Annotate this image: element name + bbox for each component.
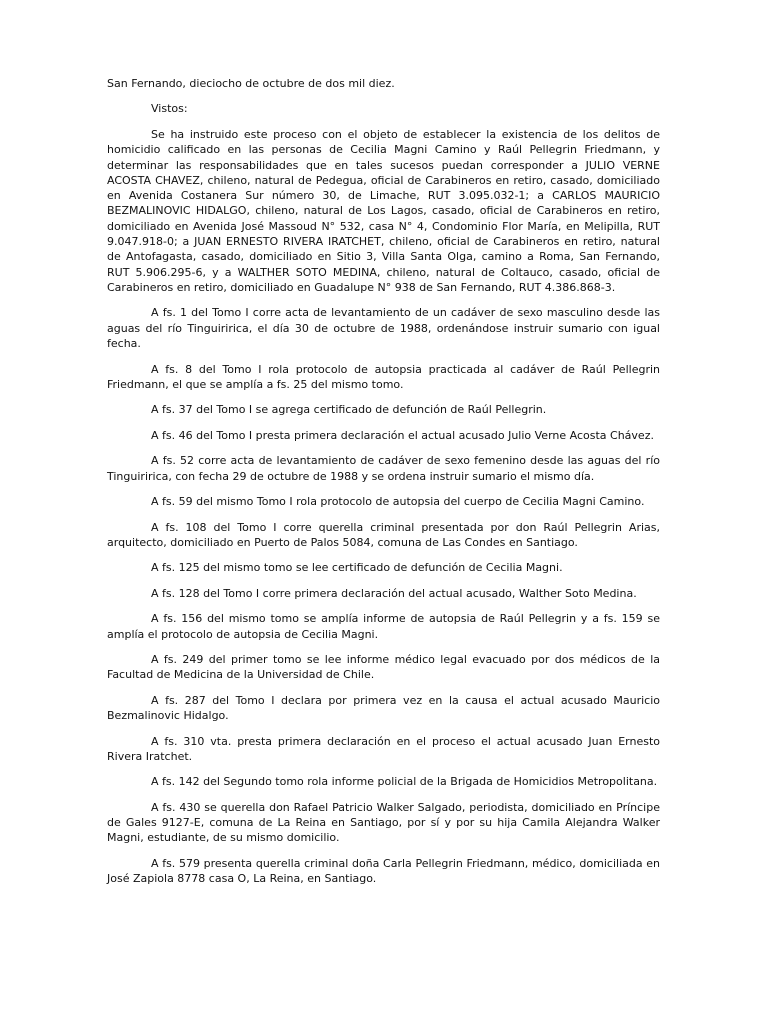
document-heading: Vistos:	[151, 102, 188, 116]
document-paragraph: A fs. 8 del Tomo I rola protocolo de autopsia practicada al cadáver de Raúl Pellegrin Friedmann, el que se amplía a fs. 25 del mismo tomo.	[107, 362, 660, 391]
document-paragraph: A fs. 59 del mismo Tomo I rola protocolo de autopsia del cuerpo de Cecilia Magni Camino.	[151, 495, 645, 509]
document-paragraph: A fs. 37 del Tomo I se agrega certificado de defunción de Raúl Pellegrin.	[151, 403, 547, 417]
document-paragraph: A fs. 579 presenta querella criminal doña Carla Pellegrin Friedmann, médico, domiciliada en José Zapiola 8778 casa O, La Reina, en Santiago.	[107, 856, 660, 886]
document-page	[107, 76, 660, 897]
document-paragraph: A fs. 128 del Tomo I corre primera declaración del actual acusado, Walther Soto Medina.	[151, 586, 637, 600]
document-paragraph: A fs. 108 del Tomo I corre querella criminal presentada por don Raúl Pellegrin Arias, arquitecto, domiciliado en Puerto de Palos 5084, comuna de Las Condes en Santiago.	[107, 520, 660, 549]
document-paragraph: A fs. 287 del Tomo I declara por primera vez en la causa el actual acusado Mauricio Bezmalinovic Hidalgo.	[107, 693, 660, 723]
document-opening-line: San Fernando, dieciocho de octubre de dos mil diez.	[107, 77, 395, 90]
document-paragraph: A fs. 1 del Tomo I corre acta de levantamiento de un cadáver de sexo masculino desde las aguas del río Tinguiririca, el día 30 de octubre de 1988, ordenándose instruir sumario con igual fecha.	[107, 306, 660, 351]
document-paragraph: A fs. 249 del primer tomo se lee informe médico legal evacuado por dos médicos de la Facultad de Medicina de la Universidad de Chile.	[107, 653, 660, 682]
document-paragraph: Se ha instruido este proceso con el objeto de establecer la existencia de los delitos de homicidio calificado en las personas de Cecilia Magni Camino y Raúl Pellegrin Friedmann, y determinar las responsabilidades que en tales sucesos puedan corresponder a JULIO VERNE ACOSTA CHAVEZ, chileno, natural de Pedegua, oficial de Carabineros en retiro, casado, domiciliado en Avenida Costanera Sur número 30, de Limache, RUT 3.095.032-1; a CARLOS MAURICIO BEZMALINOVIC HIDALGO, chileno, natural de Los Lagos, casado, oficial de Carabineros en retiro, domiciliado en Avenida José Massoud N° 532, casa N° 4, Condominio Flor María, en Melipilla, RUT 9.047.918-0; a JUAN ERNESTO RIVERA IRATCHET, chileno, oficial de Carabineros en retiro, natural de Antofagasta, casado, domiciliado en Sitio 3, Villa Santa Olga, camino a Roma, San Fernando, RUT 5.906.295-6, y a WALTHER SOTO MEDINA, chileno, natural de Coltauco, casado, oficial de Carabineros en retiro, domiciliado en Guadalupe N° 938 de San Fernando, RUT 4.386.868-3.	[107, 127, 660, 294]
document-paragraph: A fs. 52 corre acta de levantamiento de cadáver de sexo femenino desde las aguas del río Tinguiririca, con fecha 29 de octubre de 1988 y se ordena instruir sumario el mismo día.	[107, 454, 660, 483]
document-paragraph: A fs. 125 del mismo tomo se lee certificado de defunción de Cecilia Magni.	[151, 561, 563, 575]
document-paragraph: A fs. 430 se querella don Rafael Patricio Walker Salgado, periodista, domiciliado en Príncipe de Gales 9127-E, comuna de La Reina en Santiago, por sí y por su hija Camila Alejandra Walker Magni, estudiante, de su mismo domicilio.	[107, 800, 660, 845]
document-paragraph: A fs. 310 vta. presta primera declaración en el proceso el actual acusado Juan Ernesto Rivera Iratchet.	[107, 734, 660, 763]
document-paragraph: A fs. 142 del Segundo tomo rola informe policial de la Brigada de Homicidios Metropolitana.	[151, 775, 658, 789]
document-paragraph: A fs. 156 del mismo tomo se amplía informe de autopsia de Raúl Pellegrin y a fs. 159 se amplía el protocolo de autopsia de Cecilia Magni.	[107, 612, 660, 641]
document-paragraph: A fs. 46 del Tomo I presta primera declaración el actual acusado Julio Verne Acosta Chávez.	[151, 428, 654, 442]
